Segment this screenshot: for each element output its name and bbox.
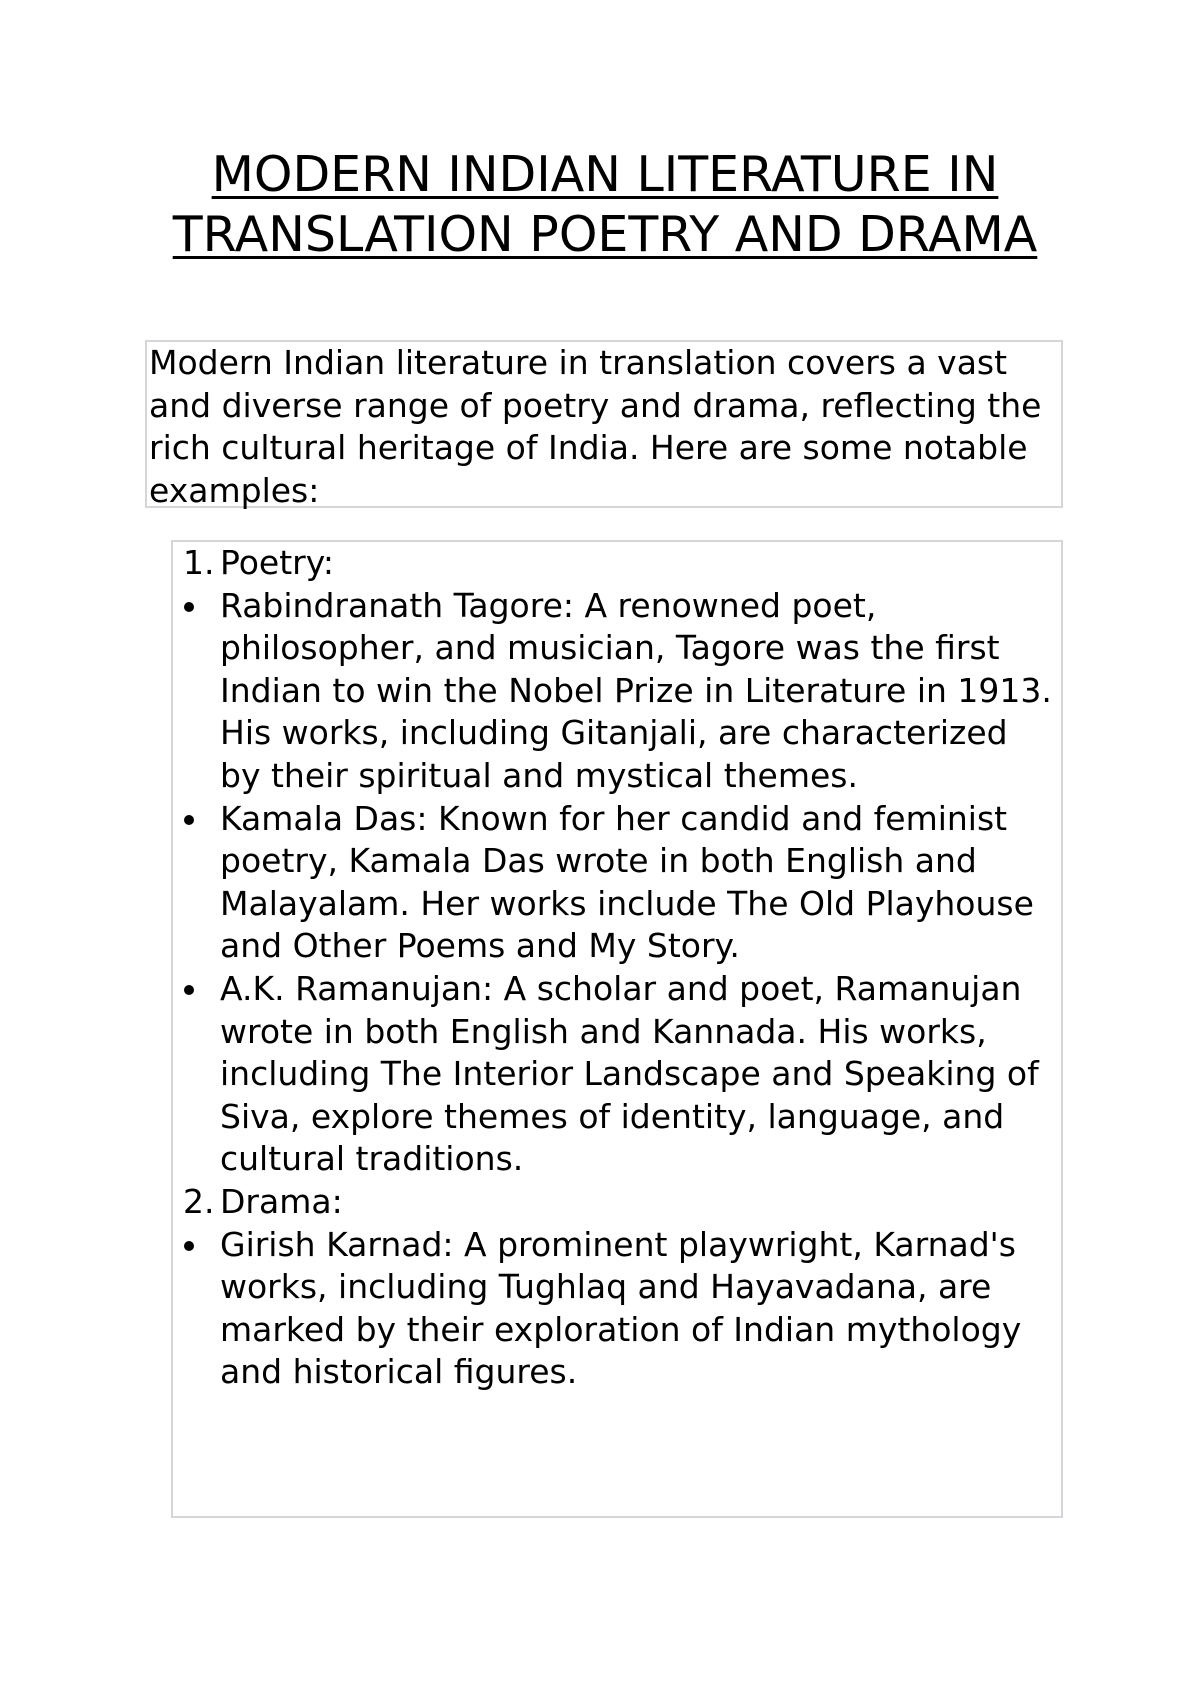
bullet-icon	[184, 985, 194, 995]
section-heading-drama	[173, 1181, 1061, 1224]
section-heading-poetry	[173, 542, 1061, 585]
section-heading-label: Poetry:	[220, 543, 334, 582]
bullet-icon	[184, 815, 194, 825]
page-title: MODERN INDIAN LITERATURE IN TRANSLATION POETRY AND DRAMA	[172, 146, 1038, 263]
list-item	[173, 798, 1061, 968]
list-item-text: Kamala Das: Known for her candid and feminist poetry, Kamala Das wrote in both English and Malayalam. Her works include The Old Playhouse and Other Poems and My Story.	[220, 798, 1034, 966]
list-item	[173, 968, 1061, 1181]
list-item-text: Rabindranath Tagore: A renowned poet, philosopher, and musician, Tagore was the first Indian to win the Nobel Prize in Literature in 1913. His works, including Gitanjali, are characterized by their spiritual and mystical themes.	[220, 585, 1052, 795]
list-item	[173, 1224, 1061, 1394]
bullet-icon	[184, 602, 194, 612]
list-item-text: A.K. Ramanujan: A scholar and poet, Ramanujan wrote in both English and Kannada. His works, including The Interior Landscape and Speaking of Siva, explore themes of identity, language, and cultural traditions.	[220, 968, 1039, 1179]
examples-list	[171, 540, 1063, 1518]
intro-paragraph: Modern Indian literature in translation covers a vast and diverse range of poetry and drama, reflecting the rich cultural heritage of India. Here are some notable examples:	[145, 340, 1063, 508]
section-heading-label: Drama:	[220, 1181, 343, 1221]
bullet-icon	[184, 1241, 194, 1251]
list-item	[173, 585, 1061, 798]
list-number: 2.	[183, 1181, 215, 1221]
list-item-text: Girish Karnad: A prominent playwright, Karnad's works, including Tughlaq and Hayavadana, are marked by their exploration of Indian mythology and historical figures.	[220, 1224, 1022, 1392]
list-number: 1.	[183, 543, 215, 582]
